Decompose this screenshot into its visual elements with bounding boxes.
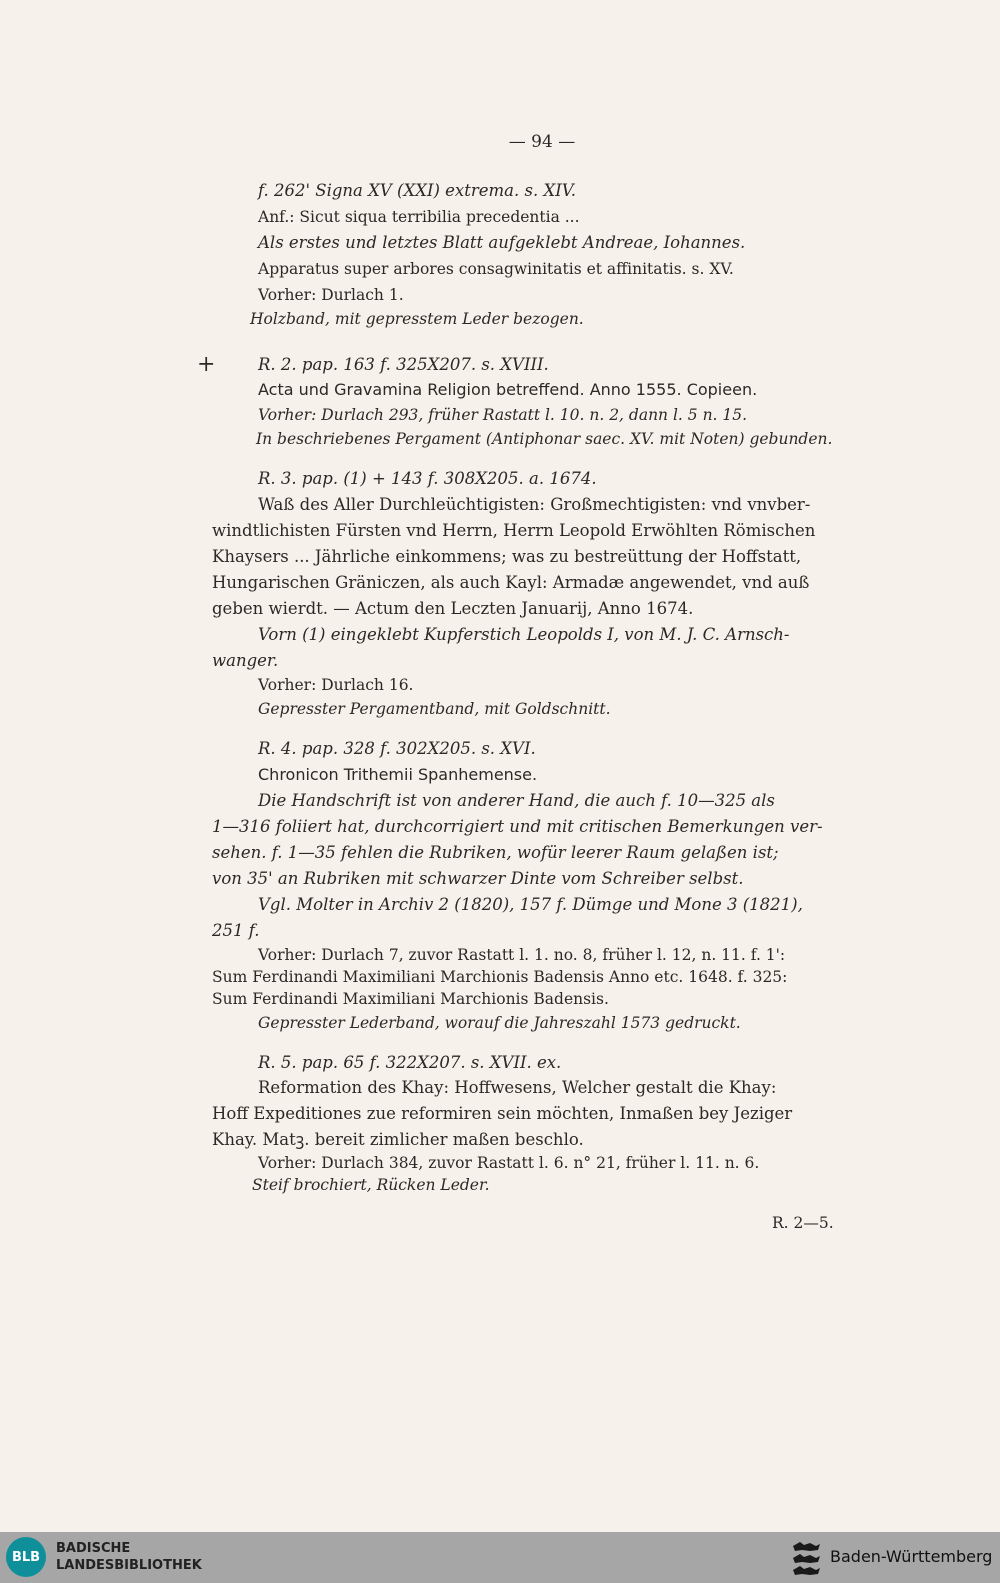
r1-incipit: Anf.: Sicut siqua terribilia precedentia ... bbox=[258, 208, 580, 226]
r4-note-line-4: von 35' an Rubriken mit schwarzer Dinte vom Schreiber selbst. bbox=[212, 869, 744, 888]
r4-note-line-1: Die Handschrift ist von anderer Hand, die auch f. 10—325 als bbox=[258, 791, 775, 810]
r4-provenance-line-3: Sum Ferdinandi Maximiliani Marchionis Badensis. bbox=[212, 990, 609, 1008]
r5-binding: Steif brochiert, Rücken Leder. bbox=[252, 1176, 490, 1194]
margin-plus-mark: + bbox=[197, 352, 216, 377]
r4-shelfmark: R. 4. pap. 328 f. 302X205. s. XVI. bbox=[258, 739, 536, 758]
baden-wuerttemberg-lions-icon[interactable] bbox=[790, 1540, 824, 1576]
blb-wordmark[interactable] bbox=[56, 1540, 202, 1574]
page-footer-range: R. 2—5. bbox=[772, 1214, 834, 1232]
r5-shelfmark: R. 5. pap. 65 f. 322X207. s. XVII. ex. bbox=[258, 1053, 562, 1072]
r4-literature-line-2: 251 f. bbox=[212, 921, 260, 940]
r4-provenance-line-1: Vorher: Durlach 7, zuvor Rastatt l. 1. no. 8, früher l. 12, n. 11. f. 1': bbox=[258, 946, 786, 964]
r4-provenance-line-2: Sum Ferdinandi Maximiliani Marchionis Badensis Anno etc. 1648. f. 325: bbox=[212, 968, 788, 986]
r5-title-line-3: Khay. Matꝫ. bereit zimlicher maßen beschlo. bbox=[212, 1130, 584, 1149]
page-number: — 94 — bbox=[508, 132, 576, 152]
r3-title-line-2: windtlichisten Fürsten vnd Herrn, Herrn Leopold Erwöhlten Römischen bbox=[212, 521, 816, 540]
r1-apparatus: Apparatus super arbores consagwinitatis et affinitatis. s. XV. bbox=[258, 260, 734, 278]
r3-title-line-1: Waß des Aller Durchleüchtigisten: Großmechtigisten: vnd vnvber- bbox=[258, 495, 811, 514]
footer-bar bbox=[0, 1532, 1000, 1583]
r3-note-line-1: Vorn (1) eingeklebt Kupferstich Leopolds I, von M. J. C. Arnsch- bbox=[258, 625, 790, 644]
r1-note: Als erstes und letztes Blatt aufgeklebt Andreae, Iohannes. bbox=[258, 233, 746, 252]
r5-provenance: Vorher: Durlach 384, zuvor Rastatt l. 6. n° 21, früher l. 11. n. 6. bbox=[258, 1154, 760, 1172]
r1-folio-line: f. 262' Signa XV (XXI) extrema. s. XIV. bbox=[258, 181, 576, 200]
r5-title-line-2: Hoff Expeditiones zue reformiren sein möchten, Inmaßen bey Jeziger bbox=[212, 1104, 793, 1123]
blb-logo-icon[interactable]: BLB bbox=[6, 1537, 46, 1577]
r4-binding: Gepresster Lederband, worauf die Jahreszahl 1573 gedruckt. bbox=[258, 1014, 741, 1032]
baden-wuerttemberg-label[interactable]: Baden-Württemberg bbox=[830, 1547, 993, 1566]
r4-note-line-3: sehen. f. 1—35 fehlen die Rubriken, wofür leerer Raum gelaßen ist; bbox=[212, 843, 779, 862]
r3-provenance: Vorher: Durlach 16. bbox=[258, 676, 414, 694]
r3-title-line-5: geben wierdt. — Actum den Leczten Januarij, Anno 1674. bbox=[212, 599, 694, 618]
r5-title-line-1: Reformation des Khay: Hoffwesens, Welcher gestalt die Khay: bbox=[258, 1078, 777, 1097]
r2-provenance: Vorher: Durlach 293, früher Rastatt l. 10. n. 2, dann l. 5 n. 15. bbox=[258, 406, 748, 424]
r2-binding: In beschriebenes Pergament (Antiphonar saec. XV. mit Noten) gebunden. bbox=[256, 430, 833, 448]
r3-shelfmark: R. 3. pap. (1) + 143 f. 308X205. a. 1674. bbox=[258, 469, 597, 488]
r4-title: Chronicon Trithemii Spanhemense. bbox=[258, 765, 538, 784]
r3-title-line-3: Khaysers ... Jährliche einkommens; was zu bestreüttung der Hoffstatt, bbox=[212, 547, 802, 566]
r2-shelfmark: R. 2. pap. 163 f. 325X207. s. XVIII. bbox=[258, 355, 549, 374]
blb-line-1: BADISCHE bbox=[56, 1541, 131, 1556]
r3-binding: Gepresster Pergamentband, mit Goldschnitt. bbox=[258, 700, 611, 718]
r1-provenance: Vorher: Durlach 1. bbox=[258, 286, 404, 304]
r3-title-line-4: Hungarischen Gräniczen, als auch Kayl: Armadæ angewendet, vnd auß bbox=[212, 573, 810, 592]
r4-note-line-2: 1—316 foliiert hat, durchcorrigiert und mit critischen Bemerkungen ver- bbox=[212, 817, 823, 836]
r1-binding: Holzband, mit gepresstem Leder bezogen. bbox=[250, 310, 584, 328]
r2-title: Acta und Gravamina Religion betreffend. Anno 1555. Copieen. bbox=[258, 380, 758, 399]
r3-note-line-2: wanger. bbox=[212, 651, 279, 670]
r4-literature-line-1: Vgl. Molter in Archiv 2 (1820), 157 f. Dümge und Mone 3 (1821), bbox=[258, 895, 803, 914]
blb-line-2: LANDESBIBLIOTHEK bbox=[56, 1558, 202, 1573]
